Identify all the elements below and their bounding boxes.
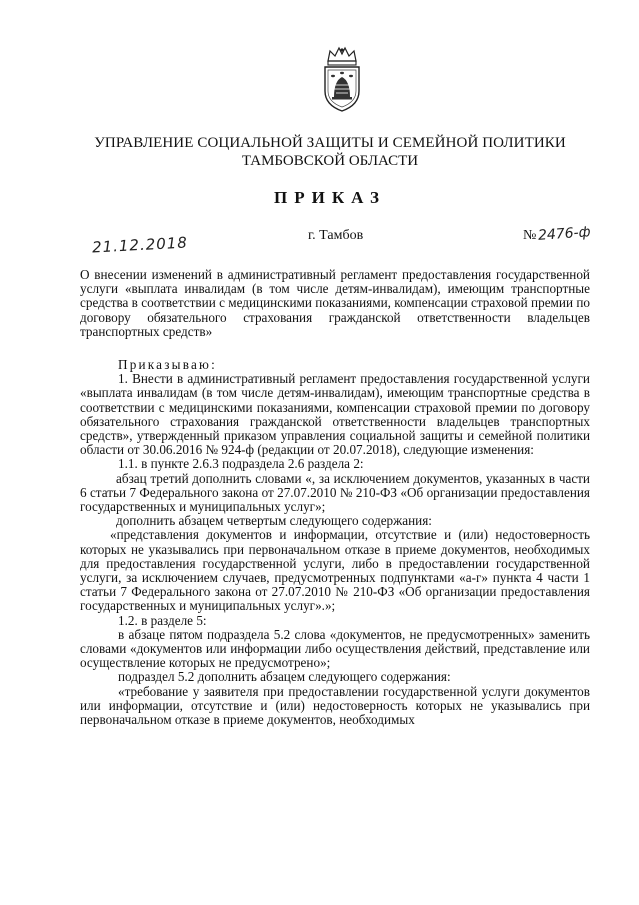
paragraph-amend-b: дополнить абзацем четвертым следующего содержания:: [116, 513, 432, 529]
handwritten-number: 2476-ф: [537, 224, 592, 244]
organization-name-line2: ТАМБОВСКОЙ ОБЛАСТИ: [241, 153, 419, 169]
paragraph-amend-f: «требование у заявителя при предоставлении государственной услуги документов или информации, отсутствие и (или) недостоверность которых не указывались при первоначальном отказе в приеме документов, необходимых: [80, 683, 590, 728]
paragraph-amend-d: в абзаце пятом подраздела 5.2 слова «документов, не предусмотренных» заменить словами «документов или информации либо осуществления действий, представление или осуществление которых не предусмотрено»;: [80, 626, 590, 671]
paragraph-amend-a: абзац третий дополнить словами «, за исключением документов, указанных в части 6 статьи 7 Федерального закона от 27.07.2010 № 210-ФЗ «Об организации предоставления государственных и муниципальных услуг»;: [80, 470, 590, 515]
paragraph-amend-c: «представления документов и информации, отсутствие и (или) недостоверность которых не указывались при первоначальном отказе в приеме документов, необходимых для предоставления государственной услуги, либо в предоставлении государственной услуги, за исключением случаев, предусмотренных подпунктами «а-г» пункта 4 части 1 статьи 7 Федерального закона от 27.07.2010 № 210-ФЗ «Об организации предоставления государственных и муниципальных услуг».»;: [80, 527, 590, 614]
paragraph-1: 1. Внести в административный регламент предоставления государственной услуги «выплата инвалидам (в том числе детям-инвалидам), имеющим транспортные средства в соответствии с медицинскими показаниями, компенсации страховой премии по договору обязательного страхования гражданской ответственности владельцев транспортных средств», утвержденный приказом управления социальной защиты и семейной политики области от 30.06.2016 № 924-ф (редакции от 20.07.2018), следующие изменения:: [80, 371, 590, 458]
organization-name-line1: УПРАВЛЕНИЕ СОЦИАЛЬНОЙ ЗАЩИТЫ И СЕМЕЙНОЙ ПОЛИТИКИ: [94, 135, 566, 151]
paragraph-amend-e: подраздел 5.2 дополнить абзацем следующего содержания:: [118, 669, 451, 685]
paragraph-1-1: 1.1. в пункте 2.6.3 подраздела 2.6 раздела 2:: [118, 456, 364, 472]
tambov-coat-of-arms-icon: [320, 45, 364, 113]
city-label: г. Тамбов: [308, 228, 364, 243]
document-type-title: ПРИКАЗ: [274, 188, 386, 207]
paragraph-1-2: 1.2. в разделе 5:: [118, 612, 207, 628]
order-subject: О внесении изменений в административный регламент предоставления государственной услуги «выплата инвалидам (в том числе детям-инвалидам), имеющим транспортные средства в соответствии с медицинскими показаниями, компенсации страховой премии по договору обязательного страхования гражданской ответственности владельцев транспортных средств»: [80, 267, 590, 339]
order-word: Приказываю:: [118, 357, 217, 372]
number-sign: №: [523, 228, 537, 243]
handwritten-date: 21.12.2018: [91, 233, 189, 257]
order-body: [80, 358, 590, 727]
